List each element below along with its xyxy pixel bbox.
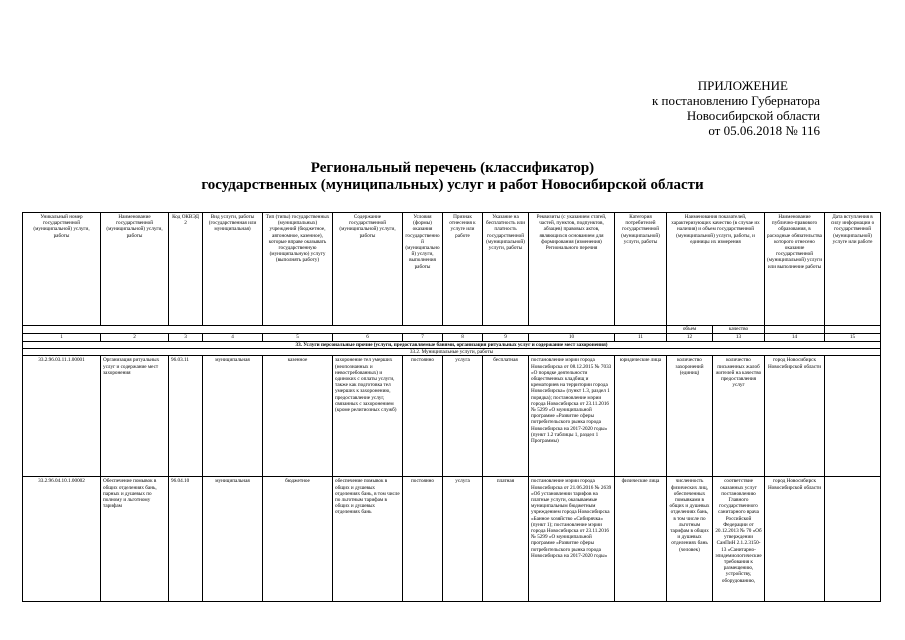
column-number: 10 [529, 334, 615, 342]
subsection-title: 33.2. Муниципальные услуги, работы [23, 349, 881, 356]
column-number: 4 [203, 334, 263, 342]
table-row [23, 356, 881, 477]
cell-service-kind: муниципальная [203, 356, 263, 477]
column-number: 3 [169, 334, 203, 342]
title-line-1: Региональный перечень (классификатор) [310, 160, 595, 176]
cell-consumers: физические лица [615, 477, 667, 602]
column-number: 6 [333, 334, 403, 342]
cell-effective-date [825, 477, 881, 602]
cell-quality: количество письменных жалоб жителей на качество предоставления услуг [713, 356, 765, 477]
table-row [23, 477, 881, 602]
header-cell: Содержание государственной (муниципальной) услуги, работы [333, 213, 403, 326]
column-number: 13 [713, 334, 765, 342]
header-cell: Уникальный номер государственной (муниципальной) услуги, работы [23, 213, 101, 326]
column-number-row [23, 334, 881, 342]
header-cell: Наименование публично-правового образования, в расходные обязательства которого отнесено оказание государственной (муниципальной) услуги или выполнение работы [765, 213, 825, 326]
cell-conditions: постоянно [403, 477, 443, 602]
header-cell: Указание на бесплатность или платность государственной (муниципальной) услуги, работы [483, 213, 529, 326]
cell-payment: платная [483, 477, 529, 602]
cell-service-kind: муниципальная [203, 477, 263, 602]
cell-content: захоронение тел умерших (неопознанных и невостребованных) и одиноких с оплаты услуги, также как подготовка тел умерших к захоронению, предоставление услуг, связанных с захоронением (кроме религиозных служб) [333, 356, 403, 477]
services-table [22, 212, 881, 602]
cell-municipality: город Новосибирск Новосибирской области [765, 477, 825, 602]
cell-volume: количество захоронений (единиц) [667, 356, 713, 477]
column-number: 8 [443, 334, 483, 342]
header-cell: Условия (формы) оказания государственной (муниципальной) услуги, выполнения работы [403, 213, 443, 326]
cell-consumers: юридические лица [615, 356, 667, 477]
cell-attribute: услуга [443, 356, 483, 477]
column-number: 5 [263, 334, 333, 342]
cell-service-name: Обеспечение помывок в общих отделениях бань, парных и душевых по полному и льготному тарифам [101, 477, 169, 602]
section-title: 33. Услуги персональные прочие (услуги, предоставляемые банями, организация ритуальных услуг и содержание мест захоронения) [23, 342, 881, 349]
cell-unique-number: 33.2.96.04.10.1.00002 [23, 477, 101, 602]
subheader-spacer [23, 326, 667, 334]
column-number: 9 [483, 334, 529, 342]
header-cell: Реквизиты (с указанием статей, частей, пунктов, подпунктов, абзацев) правовых актов, являющихся основанием для формирования (изменения) Регионального перечня [529, 213, 615, 326]
header-cell: Тип (типы) государственных (муниципальных) учреждений (бюджетное, автономное, казенное), которые вправе оказывать государственную (муниципальную) услугу (выполнять работу) [263, 213, 333, 326]
cell-okved: 96.03.11 [169, 356, 203, 477]
appendix-line-region: Новосибирской области [686, 108, 820, 123]
column-number: 1 [23, 334, 101, 342]
cell-payment: бесплатная [483, 356, 529, 477]
cell-legal-acts: постановление мэрии города Новосибирска от 08.12.2015 № 7033 «О порядке деятельности общественных кладбищ и крематориев на территории города Новосибирска» (пункт 1.3, раздел 1 порядка); постановление мэрии города Новосибирска от 23.11.2016 № 5299 «О муниципальной программе «Развитие сферы потребительского рынка города Новосибирска на 2017-2020 годы» (пункт 1.2 таблицы 1, раздел 1 Программы) [529, 356, 615, 477]
header-cell: Категория потребителей государственной (муниципальной) услуги, работы [615, 213, 667, 326]
document-title [0, 160, 905, 194]
appendix-block [652, 78, 820, 138]
column-number: 2 [101, 334, 169, 342]
cell-attribute: услуга [443, 477, 483, 602]
appendix-line-resolution: к постановлению Губернатора [651, 93, 820, 108]
column-number: 7 [403, 334, 443, 342]
header-cell: Признак отнесения к услуге или работе [443, 213, 483, 326]
cell-legal-acts: постановление мэрии города Новосибирска от 21.06.2016 № 2639 «Об установлении тарифов на платные услуги, оказываемые муниципальным бюджетным учреждением города Новосибирска «Банное хозяйство «Сибирячка» (пункт 1); постановление мэрии города Новосибирска от 23.11.2016 № 5299 «О муниципальной программе «Развитие сферы потребительского рынка города Новосибирска на 2017-2020 годы» [529, 477, 615, 602]
subheader-spacer [765, 326, 825, 334]
title-line-2: государственных (муниципальных) услуг и работ Новосибирской области [201, 177, 704, 193]
table-header-row [23, 213, 881, 326]
header-cell: Наименование государственной (муниципальной) услуги, работы [101, 213, 169, 326]
header-cell: Код ОКВЭД 2 [169, 213, 203, 326]
cell-institution-type: бюджетное [263, 477, 333, 602]
header-cell: Дата вступления в силу информации о государственной (муниципальной) услуге или работе [825, 213, 881, 326]
header-cell: Вид услуги, работы (государственная или муниципальная) [203, 213, 263, 326]
cell-volume: численность физических лиц, обеспеченных помывками в общих и душевых отделениях бань, в том числе по льготным тарифам в общих и душевых отделениях бань (человек) [667, 477, 713, 602]
subheader-volume: объем [667, 326, 713, 334]
cell-effective-date [825, 356, 881, 477]
cell-institution-type: казенное [263, 356, 333, 477]
cell-unique-number: 33.2.96.03.11.1.00001 [23, 356, 101, 477]
appendix-heading: ПРИЛОЖЕНИЕ [697, 78, 788, 93]
cell-municipality: город Новосибирск Новосибирской области [765, 356, 825, 477]
subheader-quality: качество [713, 326, 765, 334]
section-row [23, 342, 881, 349]
column-number: 14 [765, 334, 825, 342]
table-subheader-row [23, 326, 881, 334]
cell-content: обеспечение помывок в общих и душевых отделениях бань, в том числе по льготным тарифам в общих и душевых отделениях бань [333, 477, 403, 602]
cell-service-name: Организация ритуальных услуг и содержание мест захоронения [101, 356, 169, 477]
subsection-row [23, 349, 881, 356]
subheader-spacer [825, 326, 881, 334]
appendix-line-date: от 05.06.2018 № 116 [708, 123, 820, 138]
cell-okved: 96.04.10 [169, 477, 203, 602]
column-number: 12 [667, 334, 713, 342]
column-number: 15 [825, 334, 881, 342]
cell-quality: соответствие оказанных услуг постановлению Главного государственного санитарного врача Российской Федерации от 20.12.2013 № 70 «Об утверждении СанПиН 2.1.2.3150-13 «Санитарно-эпидемиологические требования к размещению, устройству, оборудованию, [713, 477, 765, 602]
column-number: 11 [615, 334, 667, 342]
cell-conditions: постоянно [403, 356, 443, 477]
header-cell-indicators: Наименования показателей, характеризующих качество (в случае их наличия) и объем государственной (муниципальной) услуги, работы, и единицы их измерения [667, 213, 765, 326]
